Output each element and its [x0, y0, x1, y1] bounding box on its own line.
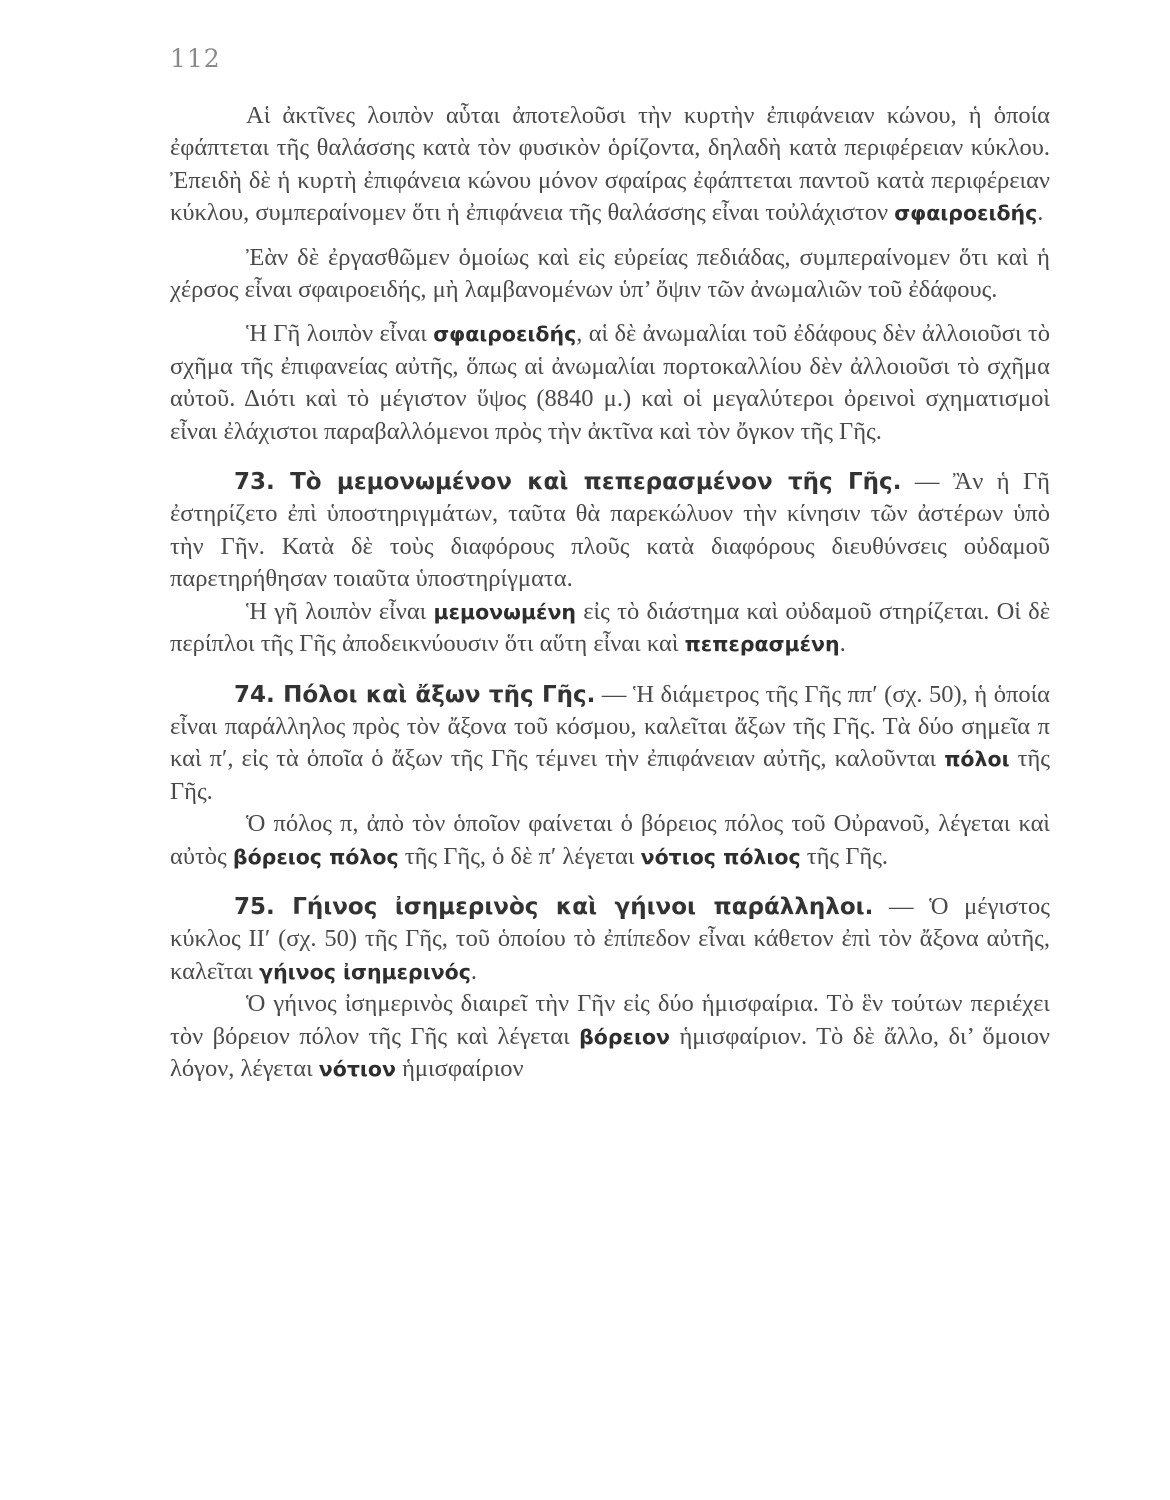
text-span: τῆς Γῆς.: [800, 842, 889, 870]
spacer: [170, 873, 1050, 891]
term-south-pole: νότιος πόλιος: [640, 844, 801, 869]
text-span: — Ἡ διάμετρος τῆς Γῆς ππ′ (σχ. 50), ἡ ὁποία εἶναι παράλληλος πρὸς τὸν ἄξονα τοῦ κόσμου, καλεῖται ἄξων τῆς Γῆς. Τὰ δύο σημεῖα π καὶ π′, εἰς τὰ ὁποῖα ὁ ἄξων τῆς Γῆς τέμνει τὴν ἐπιφάνειαν αὐτῆς, καλοῦνται: [170, 680, 1050, 773]
paragraph-plains: [170, 242, 1050, 307]
text-span: Ἡ Γῆ λοιπὸν εἶναι: [246, 320, 434, 348]
text-span: Ὁ πόλος π, ἀπὸ τὸν ὁποῖον φαίνεται ὁ βόρειος πόλος τοῦ Οὐρανοῦ, λέγεται καὶ αὐτὸς: [170, 810, 1050, 870]
section-75: [170, 891, 1050, 988]
spacer: [170, 448, 1050, 466]
term-spheroidal: σφαιροειδής: [894, 201, 1038, 226]
paragraph-rays-cone: [170, 100, 1050, 230]
text-span: Ἐὰν δὲ ἐργασθῶμεν ὁμοίως καὶ εἰς εὐρείας πεδιάδας, συμπεραίνομεν ὅτι καὶ ἡ χέρσος εἶναι σφαιροειδής, μὴ λαμβανομένων ὑπ’ ὄψιν τῶν ἀνωμαλιῶν τοῦ ἐδάφους.: [170, 243, 1050, 304]
text-span: Αἱ ἀκτῖνες λοιπὸν αὗται ἀποτελοῦσι τὴν κυρτὴν ἐπιφάνειαν κώνου, ἡ ὁποία ἐφάπτεται τῆς θαλάσσης κατὰ τὸν φυσικὸν ὁρίζοντα, δηλαδὴ κατὰ περιφέρειαν κύκλου. Ἐπειδὴ δὲ ἡ κυρτὴ ἐπιφάνεια κώνου μόνον σφαίρας ἐφάπτεται παντοῦ κατὰ περιφέρειαν κύκλου, συμπεραίνομεν ὅτι ἡ ἐπιφάνεια τῆς θαλάσσης εἶναι τοὐλάχιστον: [170, 102, 1050, 227]
spacer: [170, 306, 1050, 318]
term-poles: πόλοι: [944, 747, 1010, 772]
term-isolated: μεμονωμένη: [433, 599, 577, 624]
text-span: , αἱ δὲ ἀνωμαλίαι τοῦ ἐδάφους δὲν ἀλλοιοῦσι τὸ σχῆμα τῆς ἐπιφανείας αὐτῆς, ὅπως αἱ ἀνωμαλίαι πορτοκαλλίου δὲν ἀλλοιοῦσι τὸ σχῆμα αὐτοῦ. Διότι καὶ τὸ μέγιστον ὕψος (8840 μ.) καὶ οἱ μεγαλύτεροι ὀρεινοὶ σχηματισμοὶ εἶναι ἐλάχιστοι παραβαλλόμενοι πρὸς τὴν ἀκτῖνα καὶ τὸν ὄγκον τῆς Γῆς.: [170, 320, 1050, 445]
paragraph-north-pole: [170, 808, 1050, 873]
paragraph-earth-spheroidal: [170, 318, 1050, 448]
text-span: — Ἂν ἡ Γῆ ἐστηρίζετο ἐπὶ ὑποστηριγμάτων, ταῦτα θὰ παρεκώλυον τὴν κίνησιν τῶν ἀστέρων ὑπὸ τὴν Γῆν. Κατὰ δὲ τοὺς διαφόρους πλοῦς κατὰ διαφόρους διευθύνσεις οὐδαμοῦ παρετηρήθησαν τοιαῦτα ὑποστηρίγματα.: [170, 468, 1050, 593]
spacer: [170, 661, 1050, 679]
section-heading: 73. Τὸ μεμονωμένον καὶ πεπερασμένον τῆς Γῆς.: [234, 469, 902, 496]
section-73: [170, 466, 1050, 596]
text-span: .: [1037, 199, 1044, 227]
page-number: 112: [170, 44, 221, 73]
section-heading: 75. Γήινος ἰσημερινὸς καὶ γήινοι παράλληλοι.: [234, 893, 874, 920]
term-finite: πεπερασμένη: [684, 632, 840, 657]
term-southern: νότιον: [318, 1056, 396, 1081]
text-span: — Ὁ μέγιστος κύκλος ΙΙ′ (σχ. 50) τῆς Γῆς, τοῦ ὁποίου τὸ ἐπίπεδον εἶναι κάθετον ἐπὶ τὸν ἄξονα αὐτῆς, καλεῖται: [170, 892, 1050, 985]
section-74: [170, 679, 1050, 809]
page-body: [170, 100, 1050, 1085]
section-heading: 74. Πόλοι καὶ ἄξων τῆς Γῆς.: [234, 681, 596, 708]
paragraph-isolated: [170, 596, 1050, 661]
term-north-pole: βόρειος πόλος: [232, 844, 399, 869]
spacer: [170, 230, 1050, 242]
paragraph-hemispheres: [170, 988, 1050, 1085]
text-span: τῆς Γῆς.: [170, 745, 1050, 805]
term-equator: γήινος ἰσημερινός: [259, 959, 471, 984]
text-span: τῆς Γῆς, ὁ δὲ π′ λέγεται: [398, 842, 641, 870]
text-span: ἡμισφαίριον: [395, 1054, 524, 1082]
text-span: .: [470, 957, 478, 985]
term-northern: βόρειον: [579, 1024, 671, 1049]
text-span: Ἡ γῆ λοιπὸν εἶναι: [246, 597, 434, 625]
term-spheroidal: σφαιροειδής: [433, 322, 577, 347]
text-span: ἡμισφαίριον. Τὸ δὲ ἄλλο, δι’ ὅμοιον λόγον, λέγεται: [170, 1022, 1050, 1082]
text-span: εἰς τὸ διάστημα καὶ οὐδαμοῦ στηρίζεται. Οἱ δὲ περίπλοι τῆς Γῆς ἀποδεικνύουσιν ὅτι αὕτη εἶναι καὶ: [170, 597, 1050, 658]
text-span: .: [839, 630, 846, 658]
text-span: Ὁ γήινος ἰσημερινὸς διαιρεῖ τὴν Γῆν εἰς δύο ἡμισφαίρια. Τὸ ἓν τούτων περιέχει τὸν βόρειον πόλον τῆς Γῆς καὶ λέγεται: [170, 990, 1050, 1050]
